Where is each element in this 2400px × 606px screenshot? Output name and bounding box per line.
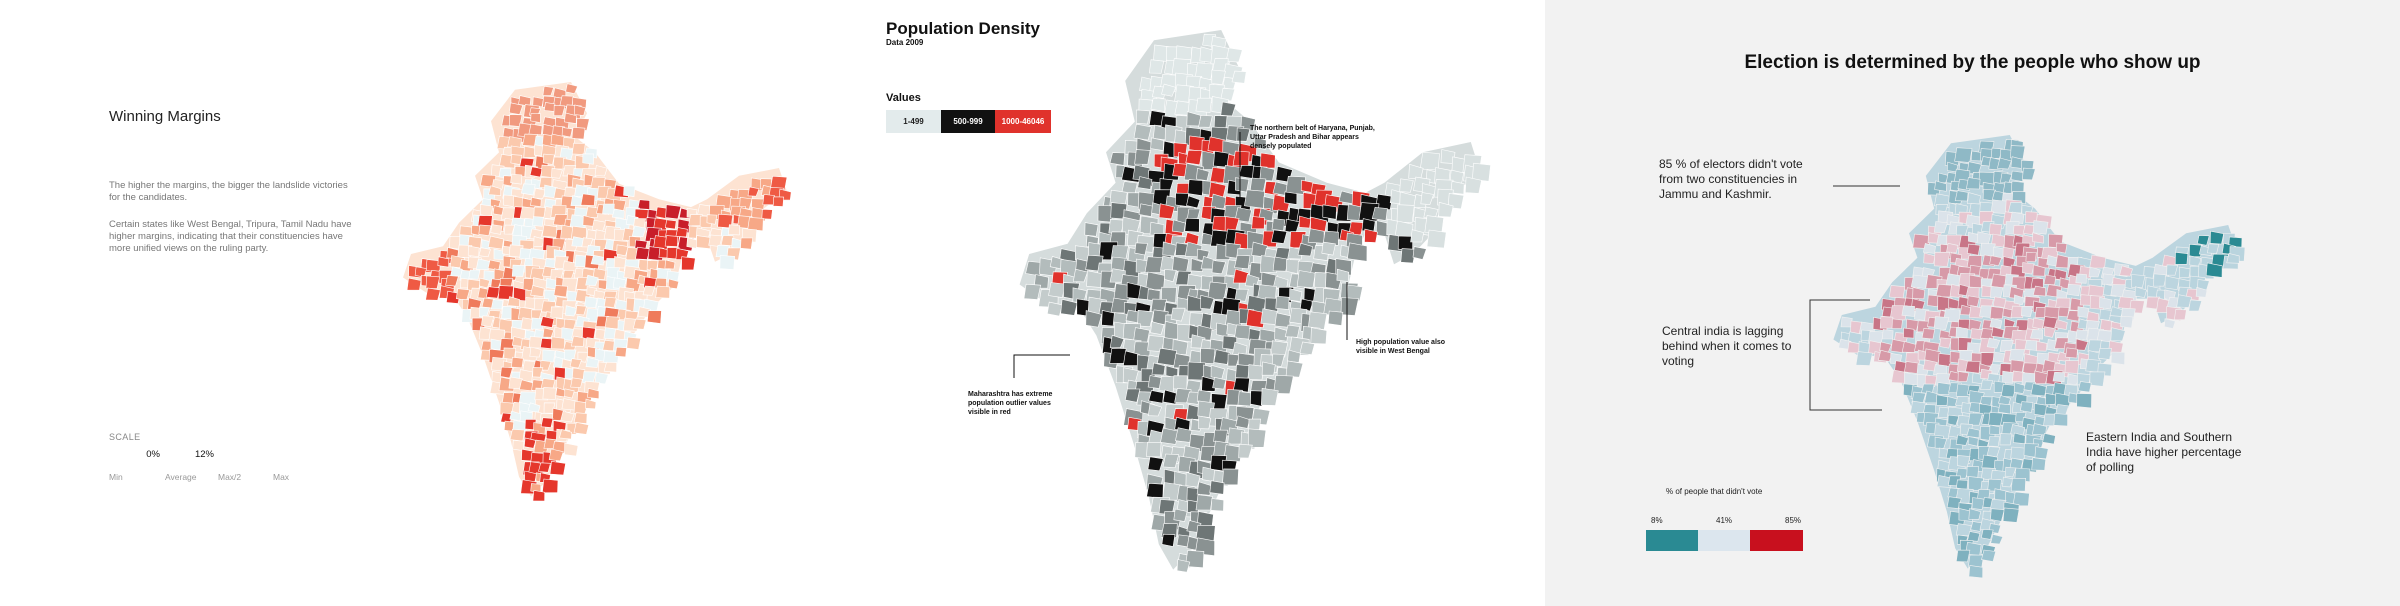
- legend-swatch-mid: 500-999: [941, 110, 995, 133]
- annotation-east-south: Eastern India and Southern India have higher percentage of polling: [2086, 430, 2242, 474]
- scale-swatch-min: 0%: [146, 449, 160, 460]
- description-paragraph: Certain states like West Bengal, Tripura, Tamil Nadu have higher margins, indicating that their constituencies have more unified views on the ruling party.: [109, 219, 352, 254]
- legend-tick-min: 8%: [1651, 516, 1663, 525]
- scale-caption-max: Max: [273, 472, 290, 482]
- panel-subtitle: Data 2009: [886, 38, 924, 47]
- panel-title: Winning Margins: [109, 108, 221, 125]
- panel-title: Population Density: [886, 19, 1040, 38]
- panel-title: Election is determined by the people who show up: [1744, 52, 2201, 73]
- legend-title: % of people that didn't vote: [1666, 487, 1763, 496]
- legend-tick-max: 85%: [1785, 516, 1802, 525]
- scale-caption-min: Min: [109, 472, 123, 482]
- scale-label: SCALE: [109, 432, 141, 442]
- annotation-kashmir: 85 % of electors didn't vote from two constituencies in Jammu and Kashmir.: [1659, 157, 1803, 201]
- scale-swatch-max: 61%: [300, 449, 320, 460]
- legend-swatch-low: [1646, 530, 1698, 551]
- annotation-central: Central india is lagging behind when it comes to voting: [1662, 324, 1792, 368]
- legend-swatch-high: [1750, 530, 1803, 551]
- scale-caption-half-max: Max/2: [218, 472, 242, 482]
- legend-tick-mid: 41%: [1716, 516, 1733, 525]
- legend-swatch-mid: [1698, 530, 1750, 551]
- legend-swatch-low: 1-499: [886, 110, 941, 133]
- legend-title: Values: [886, 92, 921, 104]
- annotation-bengal: High population value also visible in West Bengal: [1356, 339, 1446, 355]
- annotation-north: The northern belt of Haryana, Punjab, Uttar Pradesh and Bihar appears densely populated: [1250, 125, 1375, 150]
- description-paragraph: The higher the margins, the bigger the landslide victories for the candidates.: [109, 180, 348, 203]
- scale-swatch-half-max: 31%: [248, 449, 268, 460]
- scale-caption-average: Average: [165, 472, 197, 482]
- scale-swatch-average: 12%: [194, 449, 214, 460]
- legend-swatch-high: 1000-46046: [995, 110, 1051, 133]
- bracket-central: [1810, 300, 1882, 410]
- annotation-maharashtra: Maharashtra has extreme population outlier values visible in red: [968, 391, 1053, 416]
